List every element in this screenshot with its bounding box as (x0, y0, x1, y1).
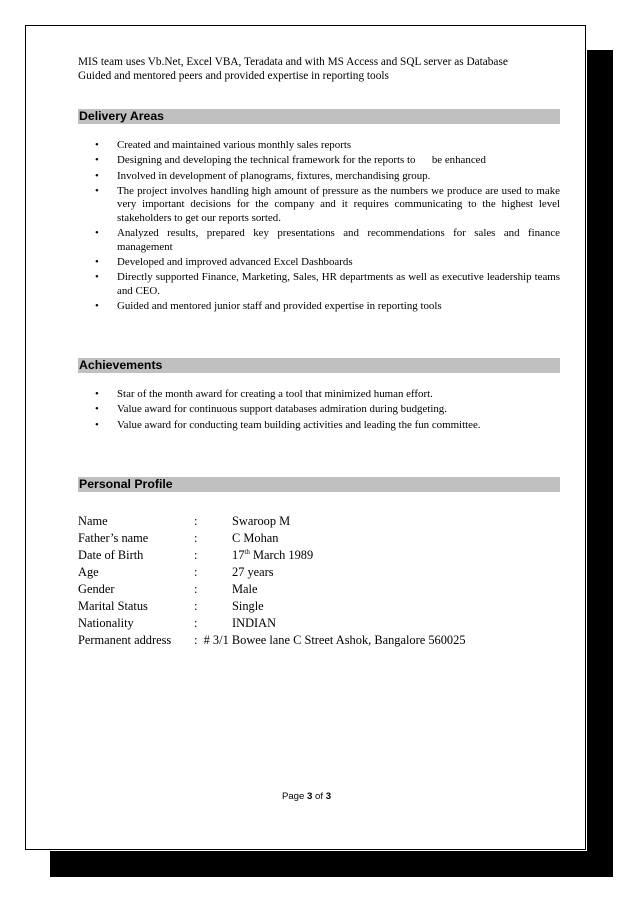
field-value: : # 3/1 Bowee lane C Street Ashok, Bangalore 560025 (194, 633, 466, 647)
bullet-icon: • (95, 256, 99, 269)
field-label: Marital Status (78, 599, 148, 613)
list-item: • Value award for continuous support databases admiration during budgeting. (95, 403, 447, 416)
field-label: Age (78, 565, 99, 579)
page-shadow-right (587, 50, 613, 877)
list-item: • Guided and mentored junior staff and provided expertise in reporting tools (95, 300, 442, 313)
list-item: • Directly supported Finance, Marketing, Sales, HR departments as well as executive leadership teams and CEO. (95, 271, 560, 298)
field-colon: : (194, 616, 198, 630)
profile-row-nationality (78, 615, 578, 632)
list-item: • The project involves handling high amount of pressure as the numbers we produce are used to make very important decisions for the company and it requires communicating to the highest level stakeholders to get our reports sorted. (95, 184, 560, 225)
profile-row-marital-status (78, 598, 578, 615)
profile-row-address (78, 632, 578, 649)
field-label: Father’s name (78, 531, 149, 545)
page-shadow-bottom (50, 851, 613, 877)
profile-row-name (78, 513, 578, 530)
field-value: 27 years (232, 565, 274, 579)
list-item: • Designing and developing the technical framework for the reports to be enhanced (95, 154, 486, 167)
field-label: Date of Birth (78, 548, 144, 562)
bullet-icon: • (95, 388, 99, 400)
bullet-icon: • (95, 227, 99, 240)
delivery-areas-heading: Delivery Areas (78, 109, 560, 124)
bullet-icon: • (95, 154, 99, 167)
bullet-icon: • (95, 169, 99, 182)
field-value: Swaroop M (232, 514, 291, 528)
personal-profile-heading: Personal Profile (78, 477, 560, 492)
delivery-areas-list (78, 139, 560, 316)
bullet-icon: • (95, 184, 99, 197)
profile-row-gender (78, 581, 578, 598)
field-colon: : (194, 599, 198, 613)
bullet-icon: • (95, 300, 99, 313)
intro-text (78, 55, 548, 83)
list-item: • Star of the month award for creating a tool that minimized human effort. (95, 388, 433, 400)
bullet-icon: • (95, 418, 99, 431)
field-label: Permanent address (78, 633, 172, 647)
bullet-icon: • (95, 403, 99, 416)
profile-row-father (78, 530, 578, 547)
personal-profile-table (78, 513, 578, 649)
field-colon: : (194, 548, 198, 562)
intro-line: MIS team uses Vb.Net, Excel VBA, Teradata and with MS Access and SQL server as Database (78, 56, 508, 68)
field-value: Male (232, 582, 258, 596)
list-item: • Value award for conducting team building activities and leading the fun committee. (95, 418, 481, 431)
field-value: 17th March 1989 (232, 547, 314, 562)
field-label: Gender (78, 582, 115, 596)
field-colon: : (194, 531, 198, 545)
achievements-heading: Achievements (78, 358, 560, 373)
field-colon: : (194, 565, 198, 579)
bullet-icon: • (95, 139, 99, 151)
field-label: Nationality (78, 616, 134, 630)
document-page (25, 25, 586, 850)
profile-row-age (78, 564, 578, 581)
list-item: • Developed and improved advanced Excel Dashboards (95, 256, 353, 269)
list-item: • Analyzed results, prepared key presentations and recommendations for sales and finance management (95, 227, 560, 253)
field-colon: : (194, 582, 198, 596)
bullet-icon: • (95, 271, 99, 284)
list-item: • Created and maintained various monthly sales reports (95, 139, 352, 151)
field-label: Name (78, 514, 108, 528)
field-value: INDIAN (232, 616, 277, 630)
achievements-list (78, 388, 560, 434)
field-colon: : (194, 514, 198, 528)
page-number-footer: Page 3 of 3 (281, 791, 332, 802)
list-item: • Involved in development of planograms, fixtures, merchandising group. (95, 169, 431, 182)
intro-line: Guided and mentored peers and provided expertise in reporting tools (78, 70, 389, 82)
field-value: C Mohan (232, 531, 279, 545)
profile-row-dob (78, 547, 578, 564)
field-value: Single (232, 599, 264, 613)
